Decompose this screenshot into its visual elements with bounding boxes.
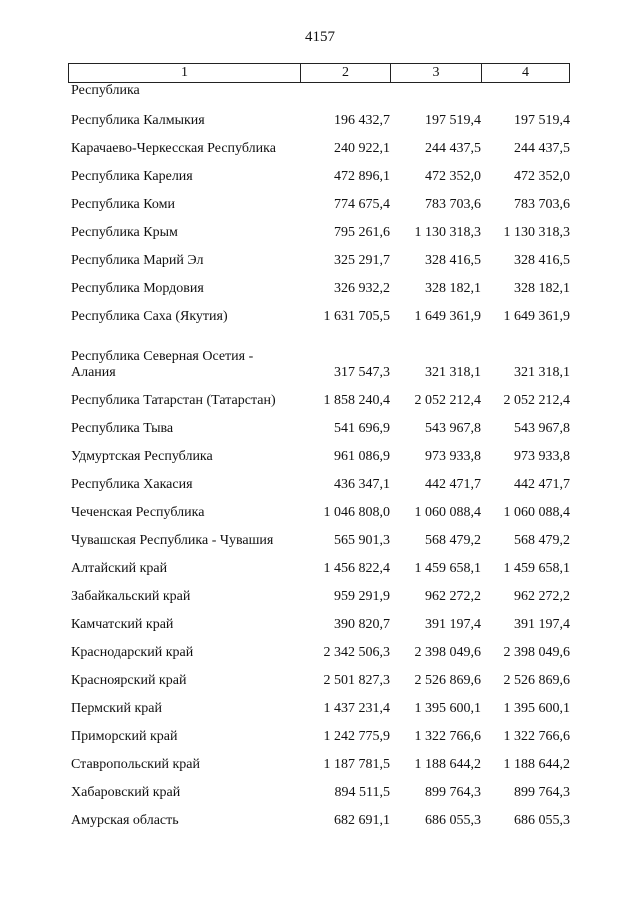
column-header-2: 2 [301, 64, 391, 82]
value-column-4: 1 649 361,9 [503, 309, 570, 324]
value-column-4: 1 188 644,2 [503, 757, 570, 772]
value-column-3: 1 649 361,9 [414, 309, 481, 324]
column-header-4: 4 [522, 65, 529, 80]
region-name: Ставропольский край [71, 757, 200, 772]
value-column-2: 1 187 781,5 [323, 757, 390, 772]
table-row [0, 103, 640, 131]
value-column-2: 795 261,6 [334, 225, 390, 240]
table-body [0, 103, 640, 831]
table-row [0, 747, 640, 775]
value-column-2: 1 631 705,5 [323, 309, 390, 324]
value-column-4: 328 416,5 [514, 253, 570, 268]
value-column-3: 2 526 869,6 [414, 673, 481, 688]
value-column-3: 2 052 212,4 [414, 393, 481, 408]
value-column-2: 1 242 775,9 [323, 729, 390, 744]
table-row [0, 635, 640, 663]
value-column-4: 391 197,4 [514, 617, 570, 632]
value-column-3: 543 967,8 [425, 421, 481, 436]
table-row [0, 663, 640, 691]
table-row [0, 215, 640, 243]
value-column-4: 328 182,1 [514, 281, 570, 296]
column-header-3: 3 [391, 64, 482, 82]
value-column-4: 899 764,3 [514, 785, 570, 800]
value-column-4: 686 055,3 [514, 813, 570, 828]
value-column-2: 326 932,2 [334, 281, 390, 296]
value-column-3: 472 352,0 [425, 169, 481, 184]
table-row [0, 691, 640, 719]
value-column-3: 328 182,1 [425, 281, 481, 296]
value-column-3: 244 437,5 [425, 141, 481, 156]
value-column-2: 317 547,3 [334, 365, 390, 380]
value-column-2: 894 511,5 [334, 785, 390, 800]
value-column-4: 783 703,6 [514, 197, 570, 212]
table-row [0, 719, 640, 747]
value-column-3: 197 519,4 [425, 113, 481, 128]
value-column-3: 568 479,2 [425, 533, 481, 548]
value-column-4: 197 519,4 [514, 113, 570, 128]
value-column-4: 1 060 088,4 [503, 505, 570, 520]
value-column-2: 325 291,7 [334, 253, 390, 268]
value-column-2: 1 858 240,4 [323, 393, 390, 408]
value-column-2: 2 342 506,3 [323, 645, 390, 660]
value-column-2: 1 456 822,4 [323, 561, 390, 576]
table-row [0, 411, 640, 439]
value-column-2: 541 696,9 [334, 421, 390, 436]
value-column-4: 2 052 212,4 [503, 393, 570, 408]
value-column-4: 1 322 766,6 [503, 729, 570, 744]
region-name: Чувашская Республика - Чувашия [71, 533, 274, 548]
value-column-2: 682 691,1 [334, 813, 390, 828]
value-column-3: 1 395 600,1 [414, 701, 481, 716]
value-column-2: 565 901,3 [334, 533, 390, 548]
value-column-4: 472 352,0 [514, 169, 570, 184]
region-name: Республика Саха (Якутия) [71, 309, 228, 324]
region-name: Камчатский край [71, 617, 174, 632]
table-row [0, 159, 640, 187]
value-column-3: 321 318,1 [425, 365, 481, 380]
region-name: Республика Марий Эл [71, 253, 204, 268]
value-column-3: 1 322 766,6 [414, 729, 481, 744]
table-row [0, 467, 640, 495]
value-column-4: 973 933,8 [514, 449, 570, 464]
region-name: Республика Мордовия [71, 281, 204, 296]
value-column-4: 1 459 658,1 [503, 561, 570, 576]
value-column-2: 436 347,1 [334, 477, 390, 492]
value-column-4: 568 479,2 [514, 533, 570, 548]
value-column-2: 961 086,9 [334, 449, 390, 464]
value-column-4: 2 398 049,6 [503, 645, 570, 660]
region-name: Приморский край [71, 729, 178, 744]
table-row [0, 439, 640, 467]
value-column-2: 240 922,1 [334, 141, 390, 156]
region-name: Красноярский край [71, 673, 187, 688]
table-row [0, 271, 640, 299]
region-name: Республика Хакасия [71, 477, 193, 492]
value-column-2: 196 432,7 [334, 113, 390, 128]
value-column-4: 2 526 869,6 [503, 673, 570, 688]
table-row [0, 383, 640, 411]
value-column-3: 899 764,3 [425, 785, 481, 800]
region-name: Республика Татарстан (Татарстан) [71, 393, 276, 408]
value-column-4: 1 130 318,3 [503, 225, 570, 240]
table-row [0, 803, 640, 831]
region-name: Краснодарский край [71, 645, 194, 660]
section-title: Республика [71, 83, 140, 98]
value-column-4: 442 471,7 [514, 477, 570, 492]
value-column-4: 962 272,2 [514, 589, 570, 604]
table-row [0, 131, 640, 159]
value-column-3: 1 060 088,4 [414, 505, 481, 520]
column-header-row [68, 63, 570, 83]
region-name: Республика Крым [71, 225, 178, 240]
page-number: 4157 [305, 29, 335, 45]
region-name: Республика Калмыкия [71, 113, 205, 128]
table-row [0, 551, 640, 579]
value-column-4: 1 395 600,1 [503, 701, 570, 716]
value-column-3: 973 933,8 [425, 449, 481, 464]
value-column-2: 390 820,7 [334, 617, 390, 632]
region-name: Карачаево-Черкесская Республика [71, 141, 276, 156]
value-column-4: 244 437,5 [514, 141, 570, 156]
table-row [0, 523, 640, 551]
value-column-2: 472 896,1 [334, 169, 390, 184]
region-name: Хабаровский край [71, 785, 181, 800]
region-name: Алтайский край [71, 561, 168, 576]
value-column-3: 1 188 644,2 [414, 757, 481, 772]
region-name: Чеченская Республика [71, 505, 205, 520]
table-row [0, 579, 640, 607]
value-column-3: 783 703,6 [425, 197, 481, 212]
region-name: Удмуртская Республика [71, 449, 213, 464]
region-name: Республика Коми [71, 197, 175, 212]
table-row [0, 299, 640, 327]
value-column-3: 686 055,3 [425, 813, 481, 828]
table-row [0, 187, 640, 215]
value-column-3: 962 272,2 [425, 589, 481, 604]
value-column-3: 391 197,4 [425, 617, 481, 632]
value-column-3: 1 130 318,3 [414, 225, 481, 240]
region-name: Забайкальский край [71, 589, 191, 604]
value-column-2: 1 437 231,4 [323, 701, 390, 716]
value-column-3: 2 398 049,6 [414, 645, 481, 660]
region-name: Амурская область [71, 813, 179, 828]
region-name: Республика Тыва [71, 421, 174, 436]
table-row [0, 243, 640, 271]
value-column-3: 328 416,5 [425, 253, 481, 268]
value-column-2: 959 291,9 [334, 589, 390, 604]
value-column-4: 321 318,1 [514, 365, 570, 380]
table-row [0, 775, 640, 803]
region-name: Пермский край [71, 701, 162, 716]
table-row [0, 607, 640, 635]
value-column-4: 543 967,8 [514, 421, 570, 436]
column-header-1: 1 [69, 64, 301, 82]
value-column-2: 774 675,4 [334, 197, 390, 212]
value-column-3: 1 459 658,1 [414, 561, 481, 576]
value-column-2: 2 501 827,3 [323, 673, 390, 688]
value-column-2: 1 046 808,0 [323, 505, 390, 520]
table-row [0, 495, 640, 523]
region-name: Республика Северная Осетия - Алания [71, 349, 254, 380]
region-name: Республика Карелия [71, 169, 193, 184]
value-column-3: 442 471,7 [425, 477, 481, 492]
table-row [0, 327, 640, 383]
